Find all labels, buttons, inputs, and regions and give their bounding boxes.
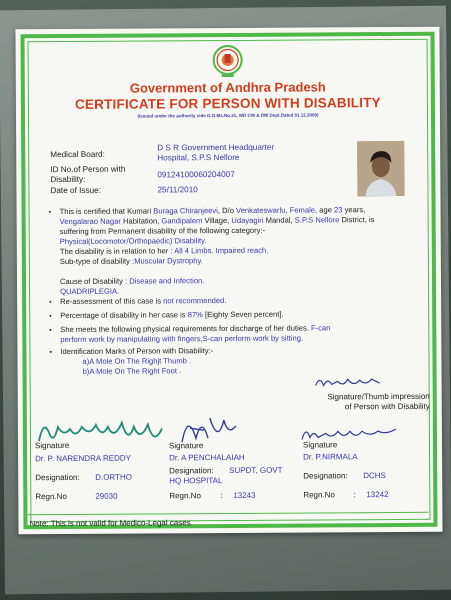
doctor3-designation-label: Designation: [303,471,348,481]
doctor3-regn-separator: : [353,490,356,500]
identification-marks: Identification Marks of Person with Disability:- a)A Mole On The Righjt Thumb . b)A Mole On The Right Foot . [60,346,214,376]
physical-requirements: She meets the following physical requirements for discharge of her duties. F-can perform work by manipulating with fingers,S-can perform work by sitting. [60,323,331,345]
percentage-value: 87% [187,310,203,320]
doctor1-regn-value: 29030 [95,491,118,501]
footer-note: Note: This is not valid for Medico-Legal cases. [29,518,193,529]
issued-under-note: (Issued under the authority vide G.O.Ms.No.31, WD CW & DW Dept.Dated 01.12.2009) [137,112,319,119]
mark-2: b)A Mole On The Right Foot . [82,366,182,376]
government-heading: Government of Andhra Pradesh [129,79,326,96]
doctor1-designation-label: Designation: [35,472,80,483]
doctor2-signature-label: Signature [168,441,204,451]
subtype-value: Muscular Dystrophy. [134,256,203,266]
percentage-line: Percentage of disability in her case is 87% [Eighty Seven percent]. [60,309,284,321]
certification-paragraph: This is certified that Kumari Buraga Chiranjeevi, D/o Venkateswarlu, Female, age 23 years, Vengalarao Nagar Habitation, Gandipalem Village, Udayagiri Mandal, S.P.S Nellore District, is suffering from Permanent disability of the following category:- Physical(Locomotor/Orthopaedic) Disability. The disability is in relation to her : All 4 Limbs. Impaired reach. Sub-type of disability :Muscular Dystrophy. [59,205,375,267]
doctor2-name: Dr. A PENCHALAIAH [169,452,245,463]
board-value-line1: D S R Government Headquarter [157,142,275,153]
person-name: Buraga Chiranjeevi [153,206,218,216]
age-value: 23 [333,205,343,215]
father-name: Venkateswarlu [236,205,286,215]
doctor2-designation-value-2: HQ HOSPITAL [169,476,223,486]
quadriplegia-label: QUADRIPLEGIA. [60,286,120,297]
relation-value: All 4 Limbs. Impaired reach. [174,245,269,256]
date-value: 25/11/2010 [157,185,198,195]
doctor3-name: Dr. P.NIRMALA [303,452,358,462]
doctor3-designation-value: DCHS [363,471,386,481]
passport-photo [357,141,404,196]
id-value: 09124100060204007 [157,169,235,180]
doctor1-name: Dr. P. NARENDRA REDDY [35,453,131,464]
certificate-title: CERTIFICATE FOR PERSON WITH DISABILITY [74,95,381,112]
cause-block: Cause of Disability : Disease and Infection. QUADRIPLEGIA. [59,276,205,297]
id-label-line1: ID No.of Person with [50,164,126,175]
doctor1-signature-label: Signature [34,440,70,451]
doctor2-regn-label: Regn.No [169,491,201,501]
doctor2-regn-value: 13243 [233,490,256,500]
board-label: Medical Board: [50,149,105,160]
doctor2-regn-separator: : [220,491,223,501]
doctor3-signature-label: Signature [302,440,338,450]
id-label-line2: Disability: [50,174,86,185]
disability-category: Physical(Locomotor/Orthopaedic) Disability. [59,236,207,247]
doctor3-regn-label: Regn.No [303,490,335,500]
board-value-line2: Hospital, S.P.S Nellore [157,152,240,163]
doctor1-regn-label: Regn.No [35,491,67,502]
doctor2-designation-label: Designation: [169,466,214,476]
doctor3-regn-value: 13242 [366,490,389,500]
date-label: Date of Issue: [50,185,102,196]
certificate-document: Government of Andhra Pradesh CERTIFICATE FOR PERSON WITH DISABILITY (Issued under the authority vide G.O.Ms.No.31, WD CW & DW Dept.Dated 01.12.2009) Medical Board: D S R Government Headquarter Hospital, S.P.S Nellore ID No.of Person with Disability: 09124100060204007 Date of Issue: 25/11/2010 • This is certified that Kumari Buraga Chiranjeevi, D/o Venkateswarlu, Female, age 23 years, Vengalarao Nagar Habitation, Gandipalem Village, Udayagiri Mandal, S.P.S Nellore District, is suffering from Permanent disability of the following category:- Physical(Locomotor/Orthopaedic) Disability. The disability is in relation to her : All 4 Limbs. Impaired reach. Sub-type of disability :Muscular Dystrophy. Cause of Disability : Disease and Infection. QUADRIPLEGIA. • Re-assessment of this case is not recommended. • Percentage of disability in her case is 87% [Eighty Seven percent]. • She meets the following physical requirements for discharge of her duties. F-can perform work by manipulating with fingers,S-can perform work by sitting. • Identification Marks of Person with Disability:- a)A Mole On The Righjt Thumb . b)A Mole On The Right Foot . Signature/Thumb impression of Person with Disability Signature Dr. P. NARENDRA REDDY Designation: D.ORTHO Regn.No 29030 Signature Dr. A PENCHALAIAH Designation: SUPDT, GOVT HQ HOSPITAL Regn.No : 13243 Signature Dr. P.NIRMALA Designation: DCHS Regn.No : 13242 Note: This is not valid for Medico-Legal cases. [15,27,442,535]
person-signature-label: Signature/Thumb impression of Person with Disability [327,391,430,412]
doctor2-designation-value: SUPDT, GOVT [229,465,283,476]
andhra-pradesh-emblem-icon [212,44,244,78]
mark-1: a)A Mole On The Righjt Thumb . [82,356,192,366]
doctor1-designation-value: D.ORTHO [95,472,132,482]
reassessment-value: not recommended. [163,296,227,306]
cause-value: Disease and Infection. [129,276,205,286]
sex-value: Female [289,205,316,215]
reassessment-line: Re-assessment of this case is not recommended. [60,296,227,307]
